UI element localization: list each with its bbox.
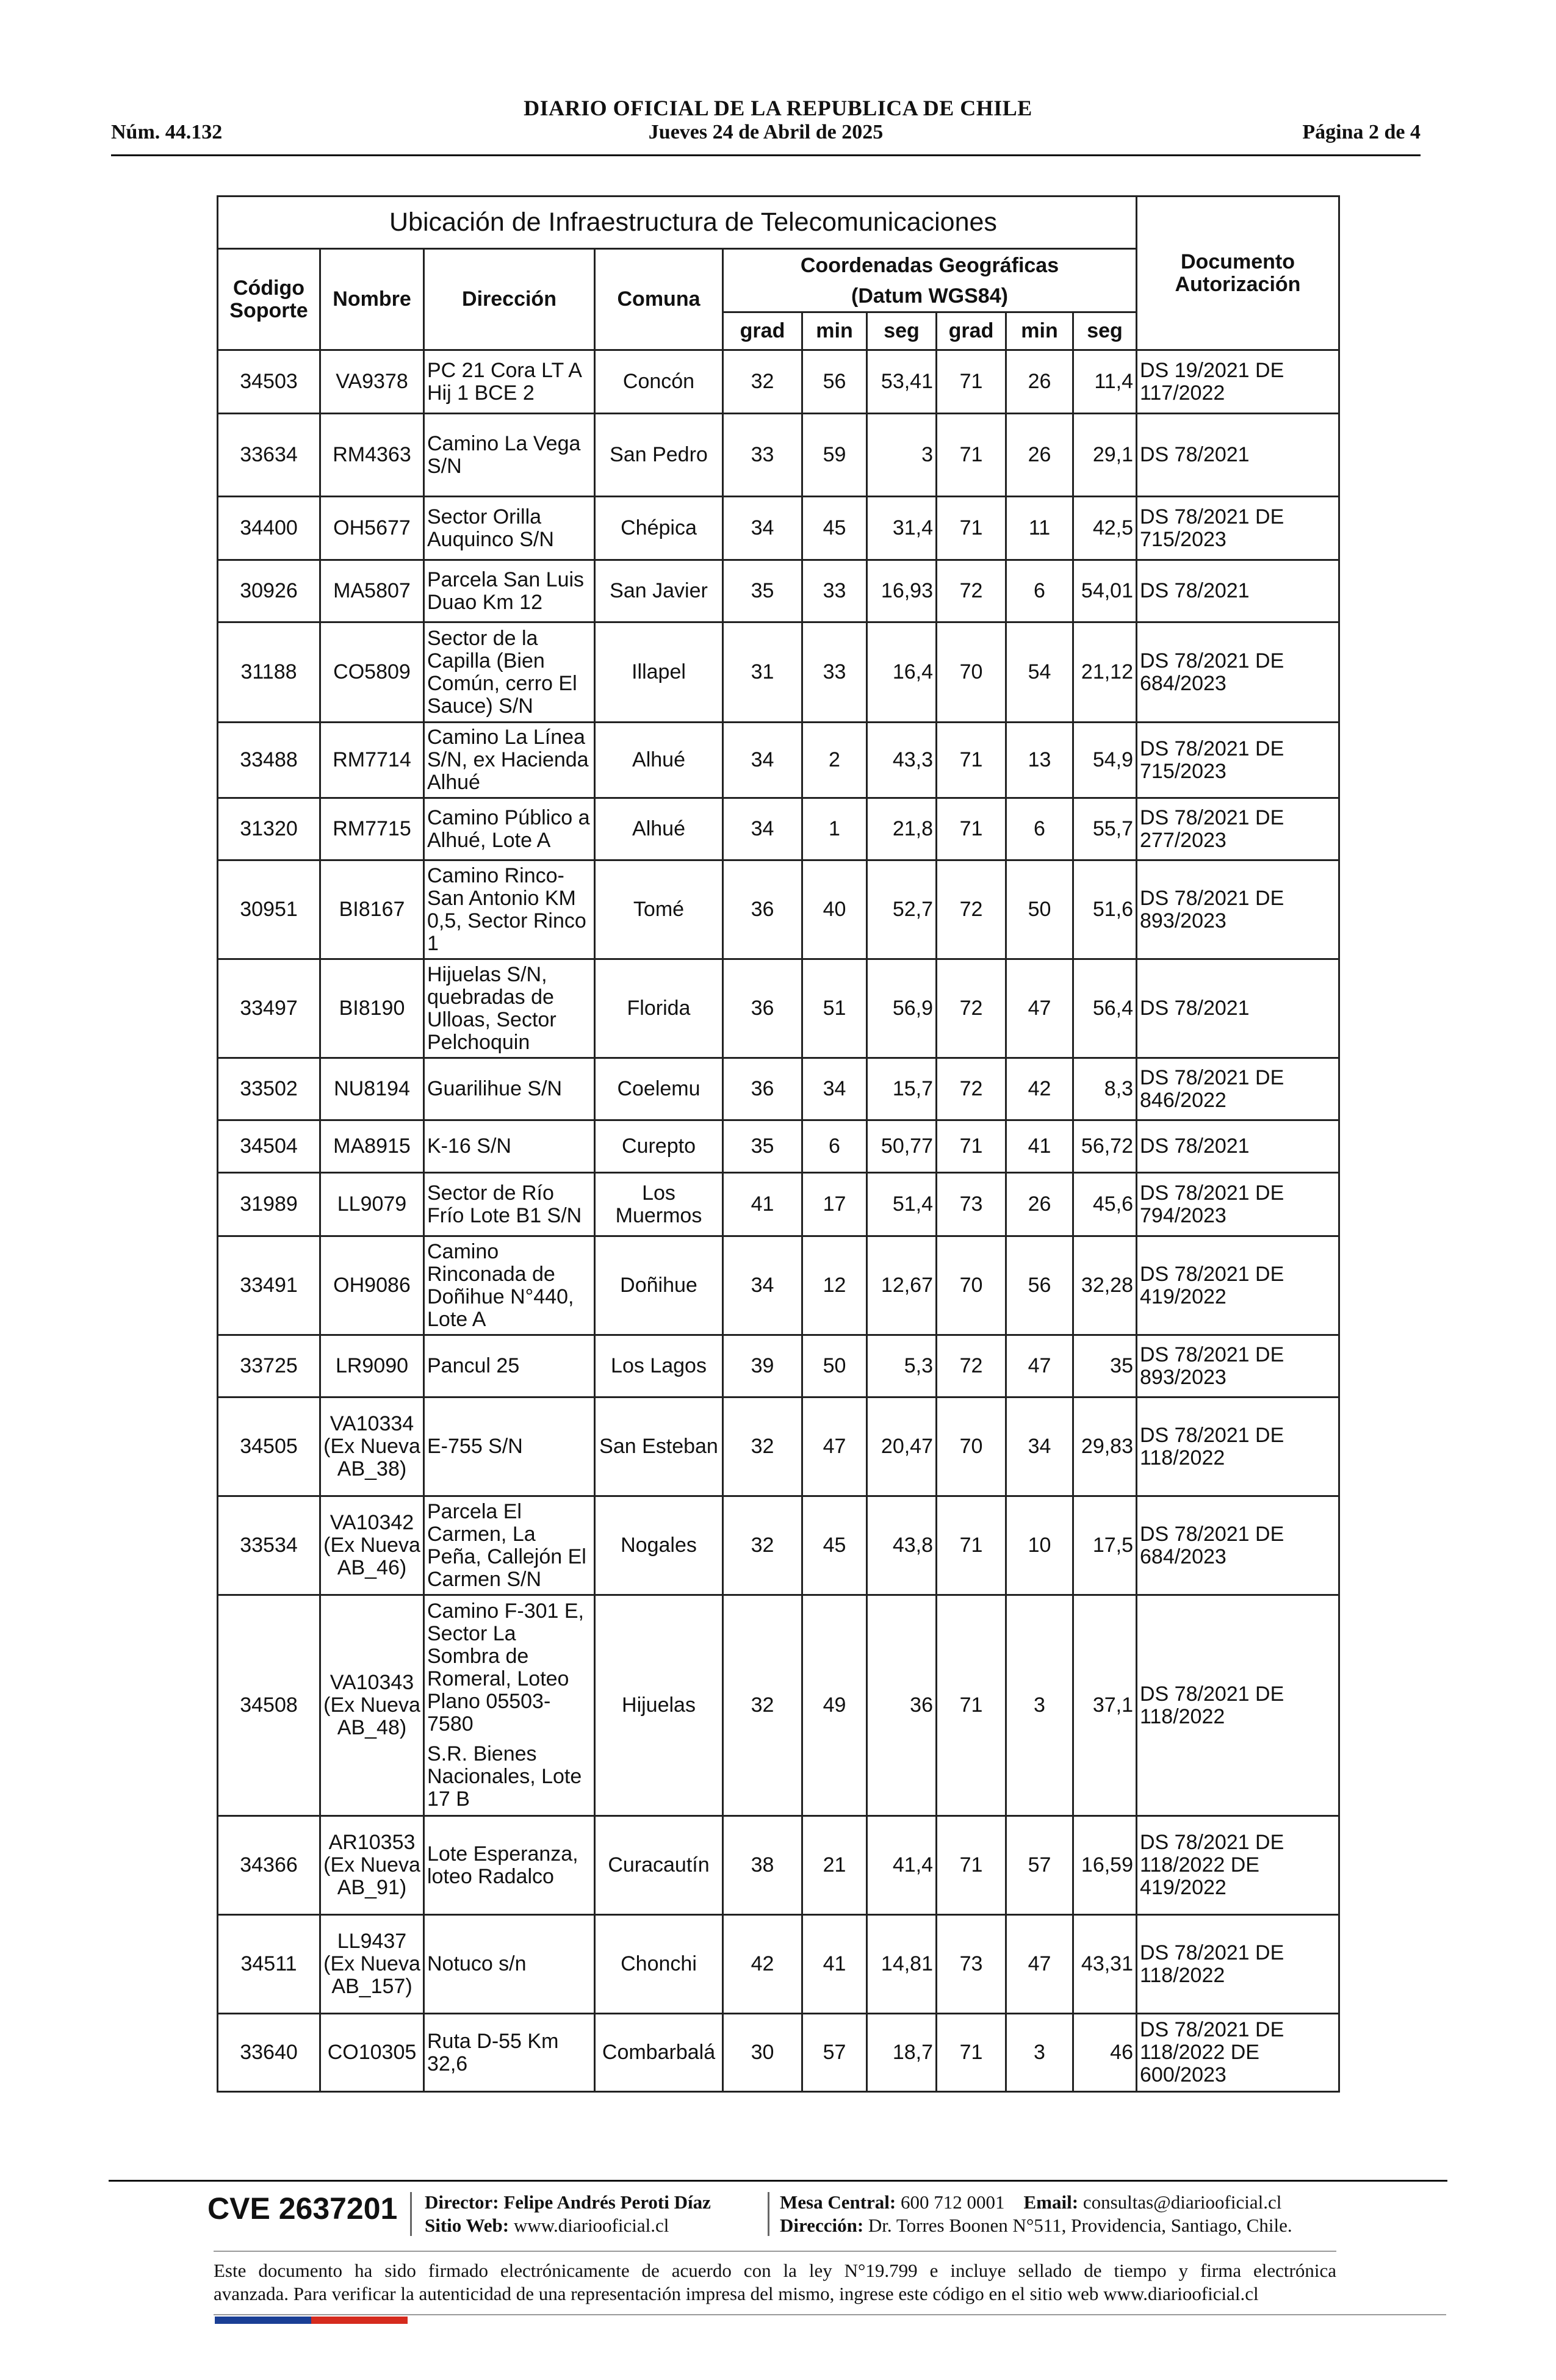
cell-min-lon: 47 <box>1006 1335 1073 1397</box>
cell-min-lon: 57 <box>1006 1816 1073 1915</box>
header-coordinates-line2: (Datum WGS84) <box>851 284 1008 308</box>
cell-min-lat: 40 <box>802 860 867 959</box>
header-row <box>111 121 1421 148</box>
cell-grad-lon: 72 <box>937 1058 1006 1120</box>
table-row <box>218 414 1339 497</box>
cell-documento: DS 78/2021 DE 118/2022 <box>1137 1397 1339 1496</box>
cell-codigo: 34505 <box>218 1397 320 1496</box>
cell-nombre: AR10353 (Ex Nueva AB_91) <box>320 1816 424 1915</box>
cell-min-lon: 54 <box>1006 622 1073 723</box>
cell-codigo: 30951 <box>218 860 320 959</box>
cell-seg-lat: 18,7 <box>867 2014 937 2092</box>
cell-direccion <box>424 1595 595 1816</box>
telecom-infrastructure-table <box>217 195 1340 2093</box>
cell-codigo: 33491 <box>218 1236 320 1335</box>
table-row <box>218 1120 1339 1173</box>
legal-notice-line1: Este documento ha sido firmado electrónicamente de acuerdo con la ley N°19.799 e incluye sellado de tiempo y firma electrónica <box>214 2260 1336 2281</box>
cell-grad-lon: 72 <box>937 560 1006 622</box>
cell-seg-lat: 5,3 <box>867 1335 937 1397</box>
cell-codigo: 34508 <box>218 1595 320 1816</box>
cell-comuna: Chonchi <box>595 1915 723 2014</box>
cell-min-lat: 1 <box>802 798 867 860</box>
table-title: Ubicación de Infraestructura de Telecomunicaciones <box>218 197 1137 249</box>
cell-grad-lon: 72 <box>937 860 1006 959</box>
cell-min-lat: 45 <box>802 497 867 560</box>
cell-comuna: Florida <box>595 959 723 1058</box>
cell-direccion: K-16 S/N <box>424 1120 595 1173</box>
footer-separator <box>410 2192 412 2236</box>
cell-codigo: 33640 <box>218 2014 320 2092</box>
cell-direccion: Parcela El Carmen, La Peña, Callejón El Carmen S/N <box>424 1496 595 1595</box>
cell-seg-lat: 14,81 <box>867 1915 937 2014</box>
cell-grad-lat: 36 <box>723 860 802 959</box>
cell-nombre: BI8190 <box>320 959 424 1058</box>
table-row <box>218 798 1339 860</box>
cell-grad-lon: 71 <box>937 1120 1006 1173</box>
cell-min-lon: 34 <box>1006 1397 1073 1496</box>
cell-seg-lon: 54,01 <box>1073 560 1137 622</box>
table-row <box>218 1816 1339 1915</box>
cell-direccion: Lote Esperanza, loteo Radalco <box>424 1816 595 1915</box>
cell-grad-lon: 70 <box>937 1236 1006 1335</box>
cell-seg-lon: 32,28 <box>1073 1236 1137 1335</box>
cell-direccion: Sector de Río Frío Lote B1 S/N <box>424 1173 595 1236</box>
cell-nombre: VA10342 (Ex Nueva AB_46) <box>320 1496 424 1595</box>
cell-seg-lat: 50,77 <box>867 1120 937 1173</box>
cell-grad-lon: 71 <box>937 414 1006 497</box>
issue-date: Jueves 24 de Abril de 2025 <box>648 121 884 143</box>
cell-seg-lat: 31,4 <box>867 497 937 560</box>
cell-seg-lat: 52,7 <box>867 860 937 959</box>
cell-seg-lon: 29,1 <box>1073 414 1137 497</box>
header-coordinates-line1: Coordenadas Geográficas <box>800 253 1059 277</box>
header-nombre: Nombre <box>320 249 424 350</box>
cell-min-lon: 13 <box>1006 723 1073 798</box>
cell-min-lat: 59 <box>802 414 867 497</box>
cell-codigo: 33725 <box>218 1335 320 1397</box>
flag-stripe-blue <box>215 2317 311 2324</box>
header-divider <box>111 154 1421 156</box>
cell-direccion: Sector Orilla Auquinco S/N <box>424 497 595 560</box>
cell-min-lon: 41 <box>1006 1120 1073 1173</box>
cell-nombre: RM7714 <box>320 723 424 798</box>
cell-codigo: 33488 <box>218 723 320 798</box>
cell-direccion: Notuco s/n <box>424 1915 595 2014</box>
cell-grad-lon: 71 <box>937 1816 1006 1915</box>
cell-documento: DS 78/2021 DE 118/2022 DE 600/2023 <box>1137 2014 1339 2092</box>
cell-seg-lat: 56,9 <box>867 959 937 1058</box>
cell-comuna: San Esteban <box>595 1397 723 1496</box>
cell-seg-lat: 12,67 <box>867 1236 937 1335</box>
cell-seg-lat: 43,8 <box>867 1496 937 1595</box>
cell-comuna: Concón <box>595 350 723 414</box>
header-comuna: Comuna <box>595 249 723 350</box>
cell-documento: DS 78/2021 DE 118/2022 DE 419/2022 <box>1137 1816 1339 1915</box>
cell-codigo: 34366 <box>218 1816 320 1915</box>
cell-min-lat: 33 <box>802 622 867 723</box>
cell-seg-lon: 21,12 <box>1073 622 1137 723</box>
cell-grad-lat: 30 <box>723 2014 802 2092</box>
cell-min-lon: 6 <box>1006 560 1073 622</box>
cell-grad-lon: 73 <box>937 1915 1006 2014</box>
cell-nombre: RM4363 <box>320 414 424 497</box>
email-label: Email: <box>1023 2191 1079 2213</box>
cell-grad-lat: 42 <box>723 1915 802 2014</box>
cell-seg-lat: 21,8 <box>867 798 937 860</box>
cell-grad-lon: 71 <box>937 723 1006 798</box>
cell-direccion: Camino La Línea S/N, ex Hacienda Alhué <box>424 723 595 798</box>
table-row <box>218 622 1339 723</box>
cell-min-lat: 50 <box>802 1335 867 1397</box>
cell-codigo: 34511 <box>218 1915 320 2014</box>
cell-comuna: Alhué <box>595 798 723 860</box>
cell-documento: DS 78/2021 DE 118/2022 <box>1137 1915 1339 2014</box>
footer-contact-block <box>780 2191 1292 2237</box>
cell-seg-lon: 11,4 <box>1073 350 1137 414</box>
cell-comuna: Los Muermos <box>595 1173 723 1236</box>
header-seg-lon: seg <box>1073 312 1137 350</box>
cell-documento: DS 78/2021 <box>1137 1120 1339 1173</box>
cell-min-lon: 26 <box>1006 414 1073 497</box>
cell-nombre: VA10343 (Ex Nueva AB_48) <box>320 1595 424 1816</box>
table-row <box>218 959 1339 1058</box>
cell-direccion: Hijuelas S/N, quebradas de Ulloas, Sector Pelchoquin <box>424 959 595 1058</box>
cell-comuna: Coelemu <box>595 1058 723 1120</box>
cell-min-lon: 11 <box>1006 497 1073 560</box>
table-row <box>218 560 1339 622</box>
cell-codigo: 31188 <box>218 622 320 723</box>
table-row <box>218 723 1339 798</box>
cell-grad-lat: 34 <box>723 798 802 860</box>
address-value: Dr. Torres Boonen N°511, Providencia, Santiago, Chile. <box>868 2215 1292 2236</box>
cell-min-lon: 26 <box>1006 1173 1073 1236</box>
header-grad-lon: grad <box>937 312 1006 350</box>
table-row <box>218 1915 1339 2014</box>
cell-direccion: Camino Rinconada de Doñihue N°440, Lote A <box>424 1236 595 1335</box>
page-indicator: Página 2 de 4 <box>1302 121 1421 143</box>
header-min-lat: min <box>802 312 867 350</box>
table-row <box>218 350 1339 414</box>
cell-seg-lon: 29,83 <box>1073 1397 1137 1496</box>
cell-min-lat: 41 <box>802 1915 867 2014</box>
cell-seg-lon: 46 <box>1073 2014 1137 2092</box>
cell-comuna: Tomé <box>595 860 723 959</box>
cell-seg-lat: 53,41 <box>867 350 937 414</box>
cell-grad-lat: 31 <box>723 622 802 723</box>
cell-seg-lat: 43,3 <box>867 723 937 798</box>
cell-codigo: 34400 <box>218 497 320 560</box>
cell-documento: DS 78/2021 <box>1137 414 1339 497</box>
table-row <box>218 1595 1339 1816</box>
newspaper-title: DIARIO OFICIAL DE LA REPUBLICA DE CHILE <box>524 96 1032 120</box>
mesa-label: Mesa Central: <box>780 2191 896 2213</box>
cell-grad-lon: 71 <box>937 2014 1006 2092</box>
cell-seg-lon: 56,4 <box>1073 959 1137 1058</box>
cell-documento: DS 78/2021 DE 893/2023 <box>1137 860 1339 959</box>
cell-grad-lat: 34 <box>723 723 802 798</box>
cell-seg-lon: 16,59 <box>1073 1816 1137 1915</box>
website-label: Sitio Web: <box>425 2215 510 2236</box>
cell-direccion: Camino La Vega S/N <box>424 414 595 497</box>
director-name: Felipe Andrés Peroti Díaz <box>503 2191 711 2213</box>
cell-comuna: Chépica <box>595 497 723 560</box>
cell-codigo: 34504 <box>218 1120 320 1173</box>
website-link[interactable]: www.diariooficial.cl <box>513 2215 669 2236</box>
cell-seg-lon: 54,9 <box>1073 723 1137 798</box>
cell-codigo: 31320 <box>218 798 320 860</box>
cell-seg-lat: 36 <box>867 1595 937 1816</box>
cell-documento: DS 78/2021 <box>1137 560 1339 622</box>
cell-min-lon: 6 <box>1006 798 1073 860</box>
cell-direccion-part: Camino F-301 E, Sector La Sombra de Romeral, Loteo Plano 05503-7580 <box>427 1599 584 1736</box>
cell-seg-lat: 16,4 <box>867 622 937 723</box>
cell-nombre: LL9079 <box>320 1173 424 1236</box>
table-row <box>218 2014 1339 2092</box>
header-seg-lat: seg <box>867 312 937 350</box>
cell-min-lat: 17 <box>802 1173 867 1236</box>
cell-min-lon: 3 <box>1006 2014 1073 2092</box>
cell-min-lat: 56 <box>802 350 867 414</box>
cell-documento: DS 78/2021 DE 846/2022 <box>1137 1058 1339 1120</box>
cell-seg-lat: 15,7 <box>867 1058 937 1120</box>
cell-documento: DS 78/2021 DE 684/2023 <box>1137 1496 1339 1595</box>
cell-grad-lat: 32 <box>723 1397 802 1496</box>
cell-grad-lat: 36 <box>723 1058 802 1120</box>
cell-min-lat: 12 <box>802 1236 867 1335</box>
cell-documento: DS 78/2021 DE 118/2022 <box>1137 1595 1339 1816</box>
cell-nombre: CO10305 <box>320 2014 424 2092</box>
cell-seg-lon: 35 <box>1073 1335 1137 1397</box>
cell-nombre: MA5807 <box>320 560 424 622</box>
cell-nombre: OH9086 <box>320 1236 424 1335</box>
cell-direccion: Pancul 25 <box>424 1335 595 1397</box>
cell-comuna: Los Lagos <box>595 1335 723 1397</box>
cell-seg-lon: 8,3 <box>1073 1058 1137 1120</box>
cell-grad-lat: 32 <box>723 350 802 414</box>
cell-comuna: Alhué <box>595 723 723 798</box>
cell-grad-lon: 70 <box>937 1397 1006 1496</box>
cell-nombre: VA10334 (Ex Nueva AB_38) <box>320 1397 424 1496</box>
cell-min-lat: 45 <box>802 1496 867 1595</box>
cell-grad-lat: 32 <box>723 1595 802 1816</box>
footer-divider <box>109 2180 1447 2182</box>
cell-grad-lon: 70 <box>937 622 1006 723</box>
footer-director-block <box>425 2191 711 2237</box>
table-row <box>218 497 1339 560</box>
issue-number: Núm. 44.132 <box>111 121 223 143</box>
footer-divider-bottom <box>214 2314 1446 2315</box>
cell-codigo: 31989 <box>218 1173 320 1236</box>
cell-documento: DS 78/2021 DE 684/2023 <box>1137 622 1339 723</box>
cell-min-lat: 47 <box>802 1397 867 1496</box>
cell-grad-lon: 71 <box>937 497 1006 560</box>
cell-grad-lat: 35 <box>723 560 802 622</box>
cell-direccion: E-755 S/N <box>424 1397 595 1496</box>
cell-seg-lat: 41,4 <box>867 1816 937 1915</box>
cell-grad-lon: 71 <box>937 1595 1006 1816</box>
cell-grad-lat: 34 <box>723 1236 802 1335</box>
header-coordinates <box>723 249 1137 312</box>
cell-direccion-part: S.R. Bienes Nacionales, Lote 17 B <box>427 1742 582 1811</box>
flag-stripe-red <box>311 2317 408 2324</box>
cell-seg-lon: 55,7 <box>1073 798 1137 860</box>
cell-nombre: BI8167 <box>320 860 424 959</box>
cell-seg-lon: 42,5 <box>1073 497 1137 560</box>
cell-nombre: NU8194 <box>320 1058 424 1120</box>
mesa-phone: 600 712 0001 <box>901 2191 1005 2213</box>
cell-comuna: Combarbalá <box>595 2014 723 2092</box>
cell-direccion: Camino Rinco-San Antonio KM 0,5, Sector Rinco 1 <box>424 860 595 959</box>
cell-seg-lat: 51,4 <box>867 1173 937 1236</box>
cell-min-lon: 10 <box>1006 1496 1073 1595</box>
cell-nombre: CO5809 <box>320 622 424 723</box>
cell-grad-lon: 73 <box>937 1173 1006 1236</box>
cell-direccion: PC 21 Cora LT A Hij 1 BCE 2 <box>424 350 595 414</box>
cell-min-lat: 49 <box>802 1595 867 1816</box>
footer-divider-mid <box>214 2251 1336 2252</box>
cell-nombre: VA9378 <box>320 350 424 414</box>
cell-codigo: 33497 <box>218 959 320 1058</box>
cell-nombre: LR9090 <box>320 1335 424 1397</box>
cell-min-lon: 50 <box>1006 860 1073 959</box>
header-documento: Documento Autorización <box>1137 197 1339 350</box>
cell-comuna: Hijuelas <box>595 1595 723 1816</box>
cell-grad-lat: 36 <box>723 959 802 1058</box>
table-row <box>218 1397 1339 1496</box>
cell-grad-lat: 35 <box>723 1120 802 1173</box>
cell-comuna: San Javier <box>595 560 723 622</box>
cell-codigo: 34503 <box>218 350 320 414</box>
cell-seg-lon: 51,6 <box>1073 860 1137 959</box>
cell-comuna: Doñihue <box>595 1236 723 1335</box>
cell-nombre: MA8915 <box>320 1120 424 1173</box>
cell-grad-lat: 32 <box>723 1496 802 1595</box>
address-label: Dirección: <box>780 2215 864 2236</box>
cell-min-lat: 57 <box>802 2014 867 2092</box>
table-row <box>218 1236 1339 1335</box>
cell-min-lon: 3 <box>1006 1595 1073 1816</box>
cell-grad-lat: 33 <box>723 414 802 497</box>
cell-codigo: 33534 <box>218 1496 320 1595</box>
table-row <box>218 1058 1339 1120</box>
cell-direccion: Ruta D-55 Km 32,6 <box>424 2014 595 2092</box>
table-body <box>218 350 1339 2092</box>
cell-grad-lon: 72 <box>937 959 1006 1058</box>
cell-seg-lon: 43,31 <box>1073 1915 1137 2014</box>
cell-documento: DS 78/2021 DE 419/2022 <box>1137 1236 1339 1335</box>
director-label: Director: <box>425 2191 499 2213</box>
cell-codigo: 30926 <box>218 560 320 622</box>
cell-min-lat: 6 <box>802 1120 867 1173</box>
cell-min-lon: 26 <box>1006 350 1073 414</box>
cell-grad-lat: 38 <box>723 1816 802 1915</box>
cell-min-lat: 33 <box>802 560 867 622</box>
footer-separator <box>768 2192 769 2236</box>
table-row <box>218 1173 1339 1236</box>
cell-direccion: Parcela San Luis Duao Km 12 <box>424 560 595 622</box>
cell-documento: DS 78/2021 DE 715/2023 <box>1137 723 1339 798</box>
cell-documento: DS 78/2021 DE 893/2023 <box>1137 1335 1339 1397</box>
cell-nombre: OH5677 <box>320 497 424 560</box>
header-direccion: Dirección <box>424 249 595 350</box>
cell-min-lon: 56 <box>1006 1236 1073 1335</box>
cell-comuna: San Pedro <box>595 414 723 497</box>
cell-min-lat: 34 <box>802 1058 867 1120</box>
cell-seg-lon: 45,6 <box>1073 1173 1137 1236</box>
cell-grad-lat: 34 <box>723 497 802 560</box>
cell-nombre: RM7715 <box>320 798 424 860</box>
cell-seg-lon: 56,72 <box>1073 1120 1137 1173</box>
cell-grad-lon: 71 <box>937 798 1006 860</box>
cell-documento: DS 19/2021 DE 117/2022 <box>1137 350 1339 414</box>
cell-grad-lon: 72 <box>937 1335 1006 1397</box>
header-min-lon: min <box>1006 312 1073 350</box>
cell-seg-lat: 16,93 <box>867 560 937 622</box>
table-row <box>218 1335 1339 1397</box>
table-row <box>218 1496 1339 1595</box>
cell-documento: DS 78/2021 <box>1137 959 1339 1058</box>
header-grad-lat: grad <box>723 312 802 350</box>
cell-comuna: Curacautín <box>595 1816 723 1915</box>
cell-min-lon: 47 <box>1006 1915 1073 2014</box>
cell-min-lon: 42 <box>1006 1058 1073 1120</box>
cell-nombre: LL9437 (Ex Nueva AB_157) <box>320 1915 424 2014</box>
cell-comuna: Curepto <box>595 1120 723 1173</box>
cell-direccion: Camino Público a Alhué, Lote A <box>424 798 595 860</box>
cell-min-lat: 2 <box>802 723 867 798</box>
cell-documento: DS 78/2021 DE 277/2023 <box>1137 798 1339 860</box>
cell-direccion: Guarilihue S/N <box>424 1058 595 1120</box>
email-link[interactable]: consultas@diariooficial.cl <box>1082 2191 1282 2213</box>
cell-codigo: 33634 <box>218 414 320 497</box>
cell-seg-lon: 17,5 <box>1073 1496 1137 1595</box>
cell-grad-lon: 71 <box>937 350 1006 414</box>
cell-documento: DS 78/2021 DE 715/2023 <box>1137 497 1339 560</box>
cell-documento: DS 78/2021 DE 794/2023 <box>1137 1173 1339 1236</box>
cell-min-lon: 47 <box>1006 959 1073 1058</box>
cell-seg-lon: 37,1 <box>1073 1595 1137 1816</box>
cell-comuna: Illapel <box>595 622 723 723</box>
cve-code: CVE 2637201 <box>207 2191 398 2226</box>
cell-direccion: Sector de la Capilla (Bien Común, cerro El Sauce) S/N <box>424 622 595 723</box>
cell-comuna: Nogales <box>595 1496 723 1595</box>
cell-grad-lat: 41 <box>723 1173 802 1236</box>
cell-grad-lat: 39 <box>723 1335 802 1397</box>
cell-codigo: 33502 <box>218 1058 320 1120</box>
legal-notice-line2: avanzada. Para verificar la autenticidad de una representación impresa del mismo, ingrese este código en el sitio web www.diariooficial.cl <box>214 2283 1259 2304</box>
header-codigo: Código Soporte <box>218 249 320 350</box>
cell-min-lat: 21 <box>802 1816 867 1915</box>
cell-grad-lon: 71 <box>937 1496 1006 1595</box>
table-row <box>218 860 1339 959</box>
cell-seg-lat: 20,47 <box>867 1397 937 1496</box>
cell-min-lat: 51 <box>802 959 867 1058</box>
cell-seg-lat: 3 <box>867 414 937 497</box>
